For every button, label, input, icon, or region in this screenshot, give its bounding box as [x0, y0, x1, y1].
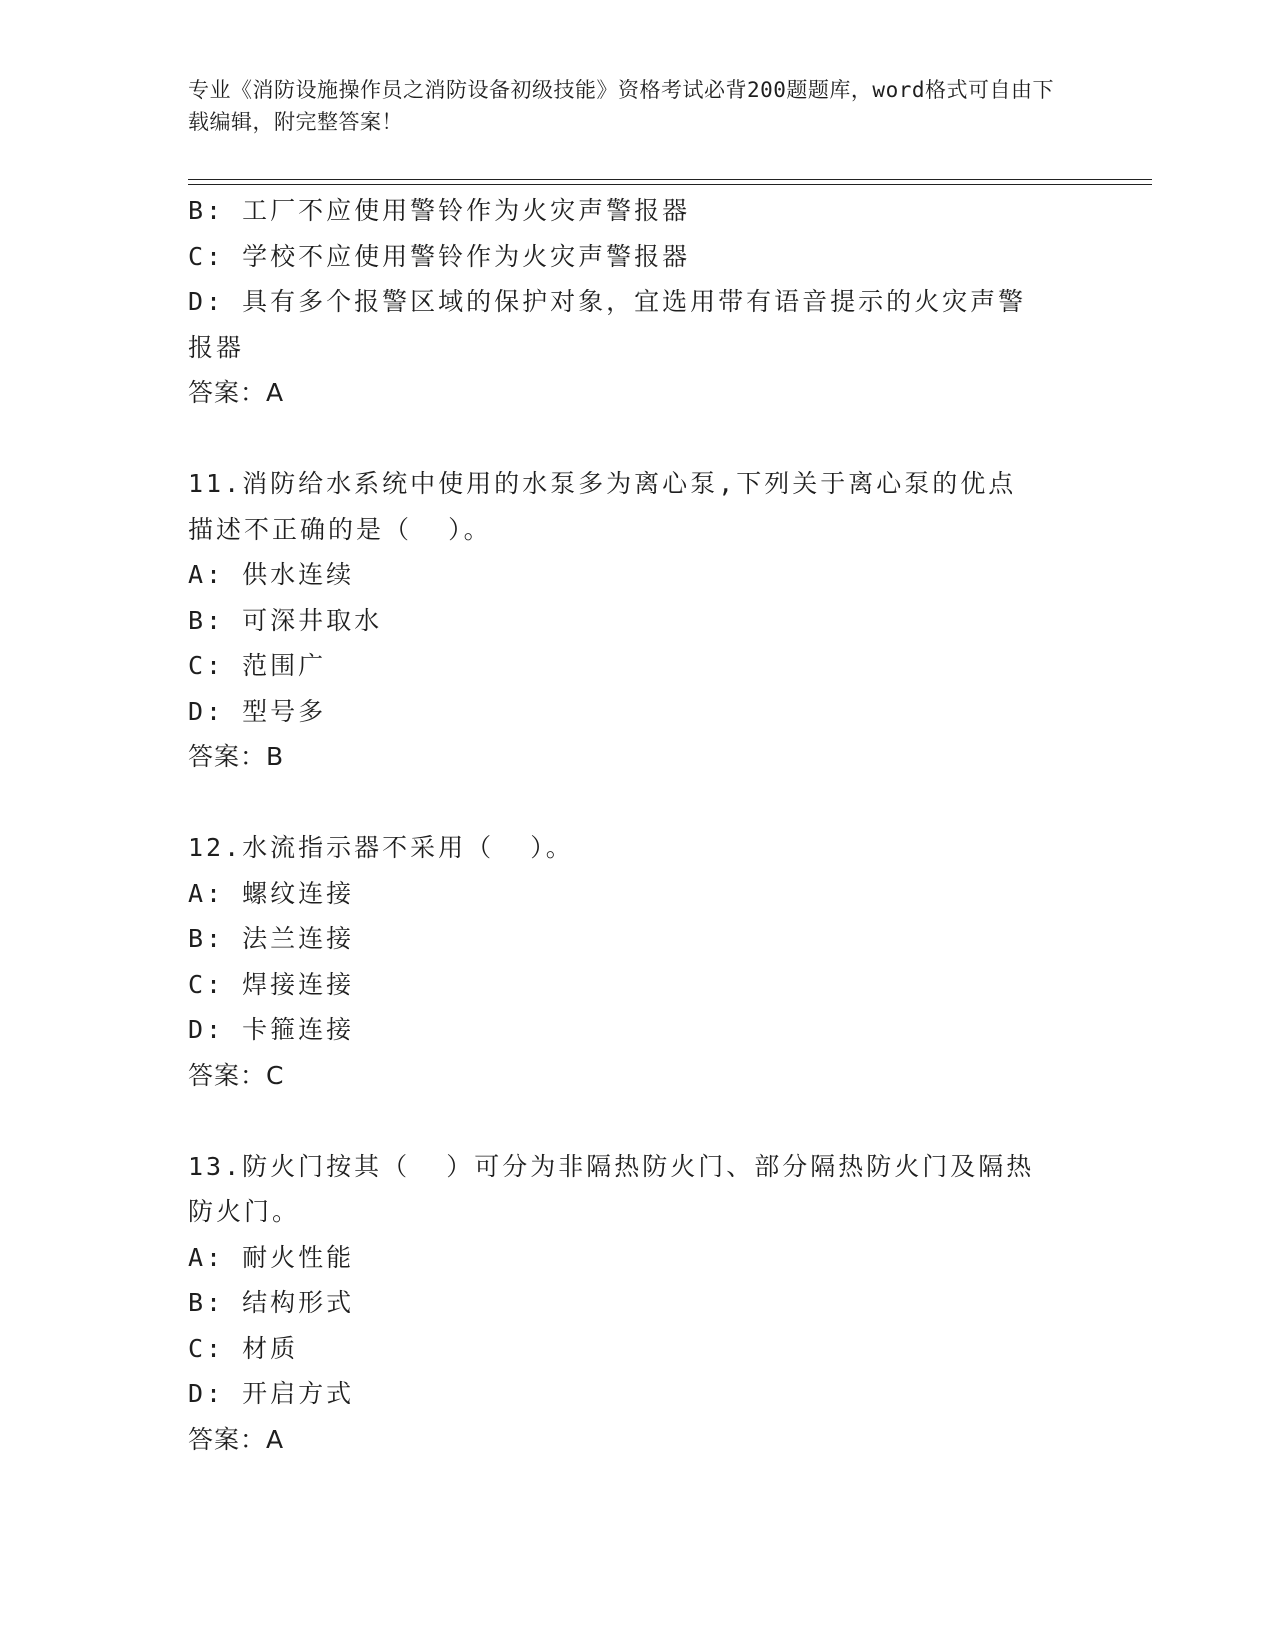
option: C: 焊接连接 — [188, 969, 355, 999]
option: C: 材质 — [188, 1333, 299, 1363]
option: B: 结构形式 — [188, 1288, 355, 1317]
document-header: 专业《消防设施操作员之消防设备初级技能》资格考试必背200题题库，word格式可自由下载编辑，附完整答案！ — [188, 78, 1054, 134]
option: A: 螺纹连接 — [188, 878, 355, 908]
answer: 答案：A — [188, 378, 285, 407]
question-13 — [188, 1144, 1088, 1463]
option: C: 范围广 — [188, 651, 327, 680]
option: A: 耐火性能 — [188, 1242, 355, 1272]
option: D: 型号多 — [188, 696, 327, 726]
option: D: 卡箍连接 — [188, 1015, 355, 1044]
option: C: 学校不应使用警铃作为火灾声警报器 — [188, 241, 691, 271]
answer: 答案：C — [188, 1060, 285, 1090]
continued-question — [188, 188, 1088, 416]
question-stem: 11.消防给水系统中使用的水泵多为离心泵,下列关于离心泵的优点描述不正确的是（ ）。 — [188, 469, 1017, 544]
option: B: 法兰连接 — [188, 924, 355, 953]
question-stem: 13.防火门按其（ ）可分为非隔热防火门、部分隔热防火门及隔热防火门。 — [188, 1151, 1035, 1226]
option: D: 具有多个报警区域的保护对象，宜选用带有语音提示的火灾声警报器 — [188, 287, 1027, 362]
option: D: 开启方式 — [188, 1379, 355, 1408]
header-rule-bottom — [188, 184, 1152, 185]
option: B: 可深井取水 — [188, 605, 383, 635]
question-list — [188, 188, 1088, 1462]
question-stem: 12.水流指示器不采用（ ）。 — [188, 833, 574, 862]
question-11 — [188, 461, 1088, 780]
option: B: 工厂不应使用警铃作为火灾声警报器 — [188, 196, 691, 225]
header-rule-top — [188, 179, 1152, 180]
question-12 — [188, 825, 1088, 1098]
option: A: 供水连续 — [188, 560, 355, 589]
answer: 答案：B — [188, 742, 285, 771]
answer: 答案：A — [188, 1424, 285, 1454]
